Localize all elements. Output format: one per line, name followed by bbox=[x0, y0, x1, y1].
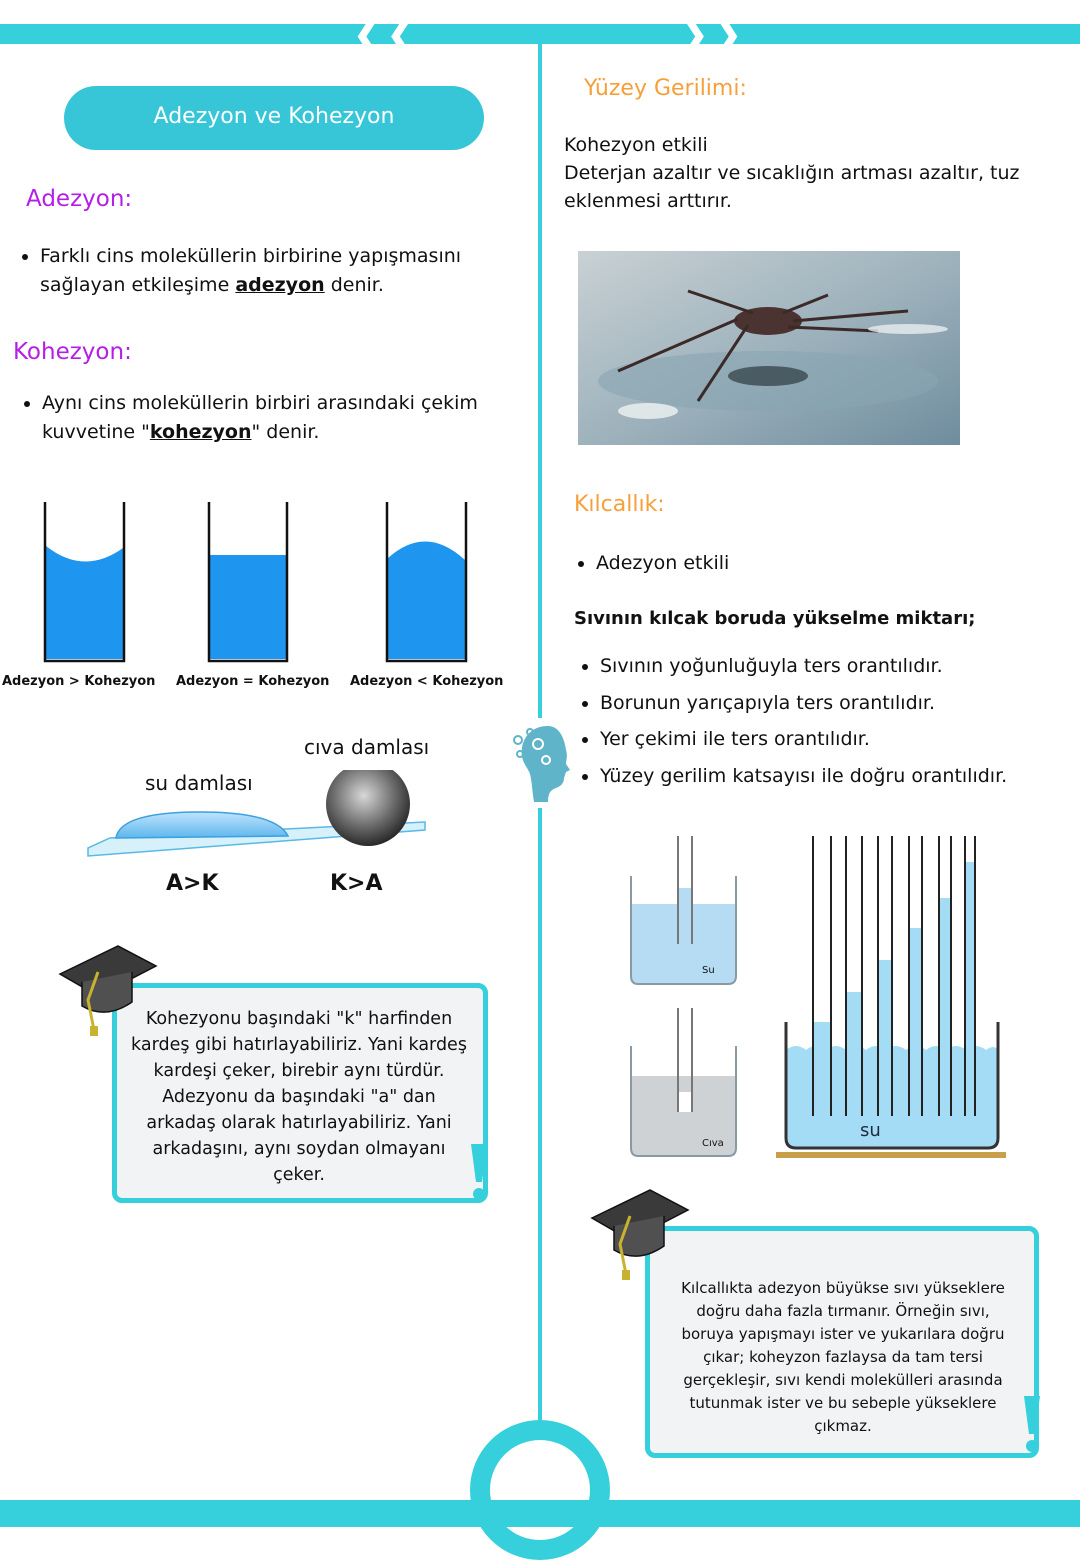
capillarity-item-3: • Yer çekimi ile ters orantılıdır. bbox=[600, 721, 1007, 758]
exclamation-icon bbox=[1019, 1392, 1045, 1456]
kohezyon-definition bbox=[20, 389, 490, 447]
capillarity-bullet bbox=[574, 549, 729, 578]
exclamation-icon bbox=[466, 1140, 492, 1204]
drops-diagram bbox=[80, 770, 440, 870]
surface-line1: Kohezyon etkili bbox=[564, 134, 708, 156]
capillarity-heading: Kılcallık: bbox=[574, 492, 665, 517]
small-capillary-diagrams bbox=[626, 836, 746, 1166]
kohezyon-text-after: " denir. bbox=[251, 421, 320, 443]
bottom-bar bbox=[0, 1500, 1080, 1527]
graduation-cap-icon bbox=[590, 1188, 690, 1280]
kohezyon-text-before: Aynı cins moleküllerin birbiri arasındaki çekim kuvvetine " bbox=[42, 392, 478, 443]
surface-line2: Deterjan azaltır ve sıcaklığın artması azaltır, tuz eklenmesi arttırır. bbox=[564, 162, 1020, 212]
capillarity-list bbox=[578, 648, 1007, 794]
surface-tension-heading: Yüzey Gerilimi: bbox=[584, 76, 747, 101]
page-title: Adezyon ve Kohezyon bbox=[64, 86, 484, 150]
meniscus-diagram bbox=[0, 496, 500, 671]
mercury-relation: K>A bbox=[330, 871, 383, 896]
small-mercury-label: Cıva bbox=[702, 1138, 724, 1149]
water-drop-label: su damlası bbox=[145, 771, 253, 795]
meniscus-label-3: Adezyon < Kohezyon bbox=[350, 674, 504, 689]
mercury-drop-label: cıva damlası bbox=[304, 735, 430, 759]
adezyon-term: adezyon bbox=[235, 274, 325, 296]
head-bubbles-icon bbox=[508, 718, 574, 808]
water-relation: A>K bbox=[166, 871, 219, 896]
small-water-label: Su bbox=[702, 965, 715, 976]
adezyon-text-before: Farklı cins moleküllerin birbirine yapışmasını sağlayan etkileşime bbox=[40, 245, 462, 296]
chevron-left-icon: ❮❮ bbox=[352, 11, 420, 57]
left-note-text: Kohezyonu başındaki "k" harfinden kardeş gibi hatırlayabiliriz. Yani kardeş kardeşi çeker, birebir aynı türdür. Adezyonu da başındaki "a" dan arkadaş olarak hatırlayabiliriz. Yani arkadaşını, aynı soydan olmayanı çeker. bbox=[131, 1009, 467, 1185]
adezyon-heading: Adezyon: bbox=[26, 186, 133, 212]
right-note-text: Kılcallıkta adezyon büyükse sıvı yükseklere doğru daha fazla tırmanır. Örneğin sıvı, boruya yapışmayı ister ve yukarılara doğru çıkar; koheyzon fazlaysa da tam tersi gerçekleşir, sıvı kendi molekülleri arasında tutunmak ister ve bu sebeple yükseklere çıkmaz. bbox=[681, 1279, 1005, 1435]
capillarity-item-2: • Borunun yarıçapıyla ters orantılıdır. bbox=[600, 685, 1007, 722]
capillarity-item-4: • Yüzey gerilim katsayısı ile doğru orantılıdır. bbox=[600, 758, 1007, 795]
meniscus-label-1: Adezyon > Kohezyon bbox=[2, 674, 156, 689]
big-water-label: su bbox=[860, 1120, 881, 1141]
adezyon-text-after: denir. bbox=[324, 274, 384, 296]
chevron-right-icon: ❯❯ bbox=[676, 11, 744, 57]
kohezyon-heading: Kohezyon: bbox=[13, 339, 132, 365]
meniscus-label-2: Adezyon = Kohezyon bbox=[176, 674, 330, 689]
capillarity-bullet-text: • Adezyon etkili bbox=[596, 549, 729, 578]
capillarity-subheading: Sıvının kılcak boruda yükselme miktarı; bbox=[574, 608, 976, 629]
adezyon-definition bbox=[18, 242, 488, 300]
water-strider-photo bbox=[578, 251, 960, 445]
kohezyon-term: kohezyon bbox=[149, 421, 252, 443]
top-bar bbox=[0, 24, 1080, 44]
big-capillary-diagram bbox=[772, 832, 1012, 1162]
capillarity-item-1: • Sıvının yoğunluğuyla ters orantılıdır. bbox=[600, 648, 1007, 685]
graduation-cap-icon bbox=[58, 944, 158, 1036]
